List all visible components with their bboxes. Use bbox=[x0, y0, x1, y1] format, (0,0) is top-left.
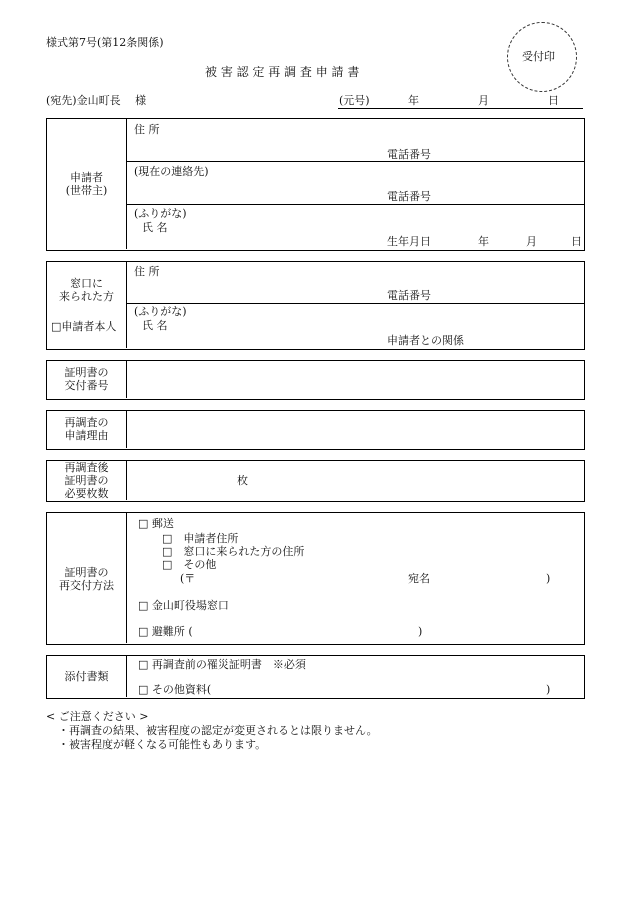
notes-heading: < ご注意ください > bbox=[46, 710, 149, 723]
date-year-label: 年 bbox=[408, 94, 419, 107]
receipt-stamp-label: 受付印 bbox=[522, 50, 555, 63]
divider bbox=[126, 119, 127, 249]
copies-label: 再調査後 証明書の 必要枚数 bbox=[64, 461, 109, 500]
certificate-number-section bbox=[46, 360, 585, 400]
applicant-furigana-label: (ふりがな) bbox=[134, 207, 187, 220]
applicant-contact-label: (現在の連絡先) bbox=[134, 165, 209, 178]
note-2: ・被害程度が軽くなる可能性もあります。 bbox=[58, 738, 267, 751]
delivery-label: 証明書の 再交付方法 bbox=[59, 566, 114, 592]
divider bbox=[126, 204, 584, 205]
copies-unit: 枚 bbox=[237, 474, 248, 487]
divider bbox=[126, 461, 127, 500]
window-visitor-label: 窓口に 来られた方 bbox=[59, 277, 114, 303]
delivery-window-address-option[interactable]: □ 窓口に来られた方の住所 bbox=[162, 545, 305, 558]
note-1: ・再調査の結果、被害程度の認定が変更されるとは限りません。 bbox=[58, 724, 378, 737]
copies-section bbox=[46, 460, 585, 502]
certificate-number-label: 証明書の 交付番号 bbox=[64, 366, 109, 392]
divider bbox=[126, 161, 584, 162]
applicant-label: 申請者 (世帯主) bbox=[65, 171, 108, 197]
birth-day-label: 日 bbox=[571, 235, 582, 248]
attachment-close-paren: ) bbox=[546, 683, 551, 696]
birth-month-label: 月 bbox=[526, 235, 537, 248]
window-name-label: 氏 名 bbox=[142, 319, 168, 332]
attachment-certificate-option[interactable]: □ 再調査前の罹災証明書 ※必須 bbox=[138, 658, 306, 671]
applicant-name-label: 氏 名 bbox=[142, 221, 168, 234]
attachments-label: 添付書類 bbox=[64, 670, 109, 683]
delivery-close-paren: ) bbox=[546, 572, 551, 585]
applicant-birth-label: 生年月日 bbox=[387, 235, 431, 248]
divider bbox=[126, 513, 127, 643]
window-phone-label: 電話番号 bbox=[387, 289, 431, 302]
window-address-label: 住 所 bbox=[134, 265, 160, 278]
delivery-recipient-label: 宛名 bbox=[408, 572, 430, 585]
divider bbox=[126, 303, 584, 304]
delivery-section bbox=[46, 512, 585, 645]
date-month-label: 月 bbox=[478, 94, 489, 107]
reason-label: 再調査の 申請理由 bbox=[64, 416, 109, 442]
delivery-other-option[interactable]: □ その他 bbox=[162, 558, 217, 571]
applicant-address-label: 住 所 bbox=[134, 123, 160, 136]
reason-section bbox=[46, 410, 585, 450]
divider bbox=[126, 656, 127, 697]
applicant-phone2-label: 電話番号 bbox=[387, 190, 431, 203]
divider bbox=[126, 262, 127, 348]
birth-year-label: 年 bbox=[478, 235, 489, 248]
delivery-town-hall-option[interactable]: □ 金山町役場窓口 bbox=[138, 599, 229, 612]
attachment-other-option[interactable]: □ その他資料( bbox=[138, 683, 212, 696]
attachments-section bbox=[46, 655, 585, 699]
delivery-shelter-option[interactable]: □ 避難所 ( bbox=[138, 625, 193, 638]
date-day-label: 日 bbox=[548, 94, 559, 107]
applicant-phone-label: 電話番号 bbox=[387, 148, 431, 161]
delivery-mail-option[interactable]: □ 郵送 bbox=[138, 517, 174, 530]
date-underline bbox=[338, 108, 583, 109]
applicant-section bbox=[46, 118, 585, 251]
divider bbox=[126, 411, 127, 448]
window-relation-label: 申請者との関係 bbox=[387, 334, 464, 347]
addressee: (宛先)金山町長 様 bbox=[46, 94, 147, 107]
window-furigana-label: (ふりがな) bbox=[134, 305, 187, 318]
delivery-zip-open: (〒 bbox=[180, 572, 196, 585]
divider bbox=[126, 361, 127, 398]
delivery-shelter-close: ) bbox=[418, 625, 423, 638]
delivery-applicant-address-option[interactable]: □ 申請者住所 bbox=[162, 532, 239, 545]
self-checkbox[interactable]: □申請者本人 bbox=[51, 320, 117, 333]
window-visitor-section bbox=[46, 261, 585, 350]
page-title: 被 害 認 定 再 調 査 申 請 書 bbox=[205, 65, 360, 79]
era-label: (元号) bbox=[339, 94, 370, 107]
form-number: 様式第7号(第12条関係) bbox=[46, 36, 164, 49]
